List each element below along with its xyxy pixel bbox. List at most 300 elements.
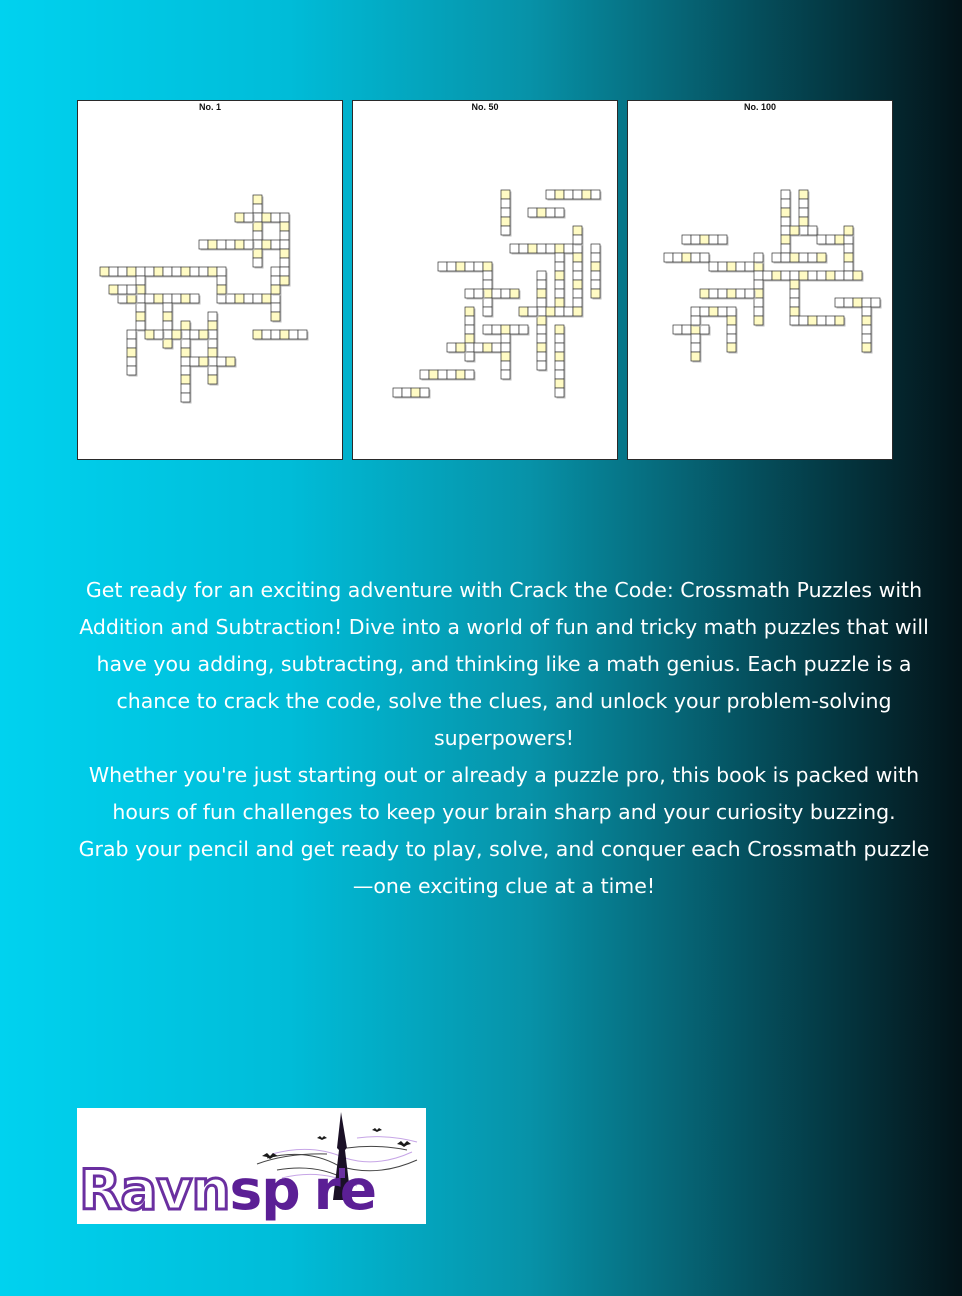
page-title: No. 100 [743,102,776,112]
grid-cell [271,213,280,222]
grid-cell [447,370,456,379]
grid-cell [790,289,799,298]
grid-cell [208,267,217,276]
puzzle-preview-1 [77,100,343,460]
grid-cell [271,276,280,285]
grid-cell [546,244,555,253]
grid-cell [447,262,456,271]
grid-cell [555,244,564,253]
grid-cell [393,388,402,397]
logo-word-part3: re [313,1158,377,1222]
grid-cell [226,357,235,366]
grid-cell [145,294,154,303]
grid-cell [483,271,492,280]
grid-cell [781,271,790,280]
grid-cell [555,190,564,199]
grid-cell [790,253,799,262]
grid-cell [709,262,718,271]
grid-cell [754,307,763,316]
grid-cell [181,294,190,303]
grid-cell [465,262,474,271]
grid-cell [420,370,429,379]
grid-cell [745,262,754,271]
grid-cell [691,253,700,262]
grid-cell [700,307,709,316]
puzzle-preview-50 [352,100,618,460]
grid-cell [591,244,600,253]
grid-cell [465,289,474,298]
grid-cell [253,195,262,204]
grid-cell [483,280,492,289]
grid-cell [537,352,546,361]
grid-cell [199,330,208,339]
grid-cell [208,312,217,321]
grid-cell [190,294,199,303]
grid-cell [474,262,483,271]
grid-cell [537,361,546,370]
grid-cell [781,226,790,235]
grid-cell [564,307,573,316]
grid-cell [510,244,519,253]
grid-cell [555,262,564,271]
grid-cell [501,217,510,226]
grid-cell [411,388,420,397]
grid-cell [591,262,600,271]
grid-cell [208,240,217,249]
grid-cell [519,307,528,316]
grid-cell [799,199,808,208]
description-paragraph-3: Grab your pencil and get ready to play, solve, and conquer each Crossmath puzzle—one exciting clue at a time! [78,837,930,898]
grid-cell [235,294,244,303]
grid-cell [763,271,772,280]
grid-cell [700,253,709,262]
grid-cell [754,316,763,325]
puzzle-preview-100 [627,100,893,460]
grid-cell [280,222,289,231]
grid-cell [682,325,691,334]
grid-cell [564,244,573,253]
grid-cell [555,352,564,361]
grid-cell [826,235,835,244]
grid-cell [546,208,555,217]
grid-cell [555,388,564,397]
grid-cell [555,298,564,307]
grid-cell [217,285,226,294]
grid-cell [772,271,781,280]
grid-cell [727,316,736,325]
grid-cell [483,343,492,352]
grid-cell [573,190,582,199]
grid-cell [501,226,510,235]
grid-cell [781,253,790,262]
grid-cell [465,316,474,325]
grid-cell [754,253,763,262]
grid-cell [564,190,573,199]
grid-cell [163,321,172,330]
grid-cell [682,253,691,262]
grid-cell [492,325,501,334]
grid-cell [555,307,564,316]
grid-cell [438,370,447,379]
grid-cell [591,289,600,298]
grid-cell [799,253,808,262]
grid-cell [573,271,582,280]
grid-cell [862,343,871,352]
crossmath-grid [353,101,618,460]
grid-cell [781,235,790,244]
grid-cell [826,271,835,280]
grid-cell [799,217,808,226]
grid-cell [844,226,853,235]
description-paragraph-2: Whether you're just starting out or already a puzzle pro, this book is packed with hours of fun challenges to keep your brain sharp and your curiosity buzzing. [88,763,920,824]
grid-cell [573,298,582,307]
grid-cell [591,253,600,262]
grid-cell [862,334,871,343]
grid-cell [280,258,289,267]
grid-cell [691,334,700,343]
grid-cell [262,330,271,339]
grid-cell [280,276,289,285]
grid-cell [862,316,871,325]
grid-cell [253,330,262,339]
grid-cell [808,316,817,325]
grid-cell [862,307,871,316]
grid-cell [682,235,691,244]
grid-cell [190,357,199,366]
grid-cell [271,312,280,321]
grid-cell [790,307,799,316]
grid-cell [181,393,190,402]
grid-cell [109,267,118,276]
grid-cell [853,298,862,307]
grid-cell [154,294,163,303]
crossmath-grid [78,101,343,460]
grid-cell [456,343,465,352]
description-paragraph-1: Get ready for an exciting adventure with Crack the Code: Crossmath Puzzles with Addition and Subtraction! Dive into a world of fun and tricky math puzzles that will have you adding, subtracting, and thinking like a math genius. Each puzzle is a chance to crack the code, solve the clues, and unlock your problem-solving superpowers! [79,578,929,750]
grid-cell [262,240,271,249]
grid-cell [244,294,253,303]
grid-cell [853,271,862,280]
grid-cell [799,190,808,199]
grid-cell [727,262,736,271]
grid-cell [501,190,510,199]
grid-cell [163,303,172,312]
grid-cell [456,262,465,271]
grid-cell [555,334,564,343]
grid-cell [253,231,262,240]
book-description [70,572,938,905]
grid-cell [235,240,244,249]
grid-cell [280,213,289,222]
grid-cell [136,276,145,285]
grid-cell [181,321,190,330]
grid-cell [808,226,817,235]
grid-cell [727,343,736,352]
grid-cell [510,289,519,298]
grid-cell [474,289,483,298]
grid-cell [289,330,298,339]
grid-cell [118,267,127,276]
grid-cell [790,226,799,235]
grid-cell [501,289,510,298]
grid-cell [181,384,190,393]
grid-cell [109,285,118,294]
grid-cell [537,334,546,343]
grid-cell [546,307,555,316]
grid-cell [736,262,745,271]
grid-cell [817,253,826,262]
grid-cell [727,307,736,316]
grid-cell [136,321,145,330]
grid-cell [217,267,226,276]
grid-cell [528,307,537,316]
grid-cell [537,244,546,253]
grid-cell [501,343,510,352]
grid-cell [127,366,136,375]
grid-cell [501,199,510,208]
grid-cell [181,267,190,276]
grid-cell [253,204,262,213]
grid-cell [280,249,289,258]
publisher-logo [77,1108,426,1224]
grid-cell [555,325,564,334]
grid-cell [280,330,289,339]
grid-cell [271,330,280,339]
grid-cell [163,294,172,303]
grid-cell [781,190,790,199]
grid-cell [555,370,564,379]
grid-cell [172,294,181,303]
grid-cell [817,271,826,280]
grid-cell [862,298,871,307]
grid-cell [501,352,510,361]
grid-cell [790,316,799,325]
grid-cell [691,352,700,361]
grid-cell [844,244,853,253]
grid-cell [673,325,682,334]
grid-cell [555,343,564,352]
grid-cell [271,267,280,276]
grid-cell [447,343,456,352]
grid-cell [817,316,826,325]
grid-cell [727,334,736,343]
grid-cell [709,307,718,316]
grid-cell [474,343,483,352]
grid-cell [691,307,700,316]
grid-cell [537,280,546,289]
grid-cell [280,240,289,249]
grid-cell [280,231,289,240]
grid-cell [501,370,510,379]
grid-cell [154,330,163,339]
grid-cell [709,235,718,244]
grid-cell [510,325,519,334]
logo-word-part1: Ravn [79,1158,230,1222]
grid-cell [700,235,709,244]
grid-cell [420,388,429,397]
grid-cell [190,330,199,339]
grid-cell [573,289,582,298]
grid-cell [573,262,582,271]
grid-cell [127,339,136,348]
grid-cell [537,343,546,352]
grid-cell [573,226,582,235]
grid-cell [573,307,582,316]
grid-cell [528,244,537,253]
grid-cell [181,366,190,375]
grid-cell [573,280,582,289]
grid-cell [537,325,546,334]
grid-cell [591,280,600,289]
grid-cell [772,253,781,262]
grid-cell [429,370,438,379]
grid-cell [700,289,709,298]
grid-cell [808,271,817,280]
grid-cell [100,267,109,276]
grid-cell [573,235,582,244]
grid-cell [555,208,564,217]
grid-cell [127,357,136,366]
grid-cell [402,388,411,397]
grid-cell [835,316,844,325]
grid-cell [736,289,745,298]
grid-cell [781,217,790,226]
grid-cell [271,240,280,249]
grid-cell [799,271,808,280]
grid-cell [483,262,492,271]
grid-cell [519,244,528,253]
grid-cell [555,253,564,262]
grid-cell [208,375,217,384]
grid-cell [817,235,826,244]
grid-cell [555,271,564,280]
grid-cell [781,244,790,253]
grid-cell [438,262,447,271]
grid-cell [208,321,217,330]
grid-cell [844,271,853,280]
grid-cell [208,348,217,357]
grid-cell [465,370,474,379]
grid-cell [253,294,262,303]
grid-cell [253,258,262,267]
grid-cell [582,190,591,199]
grid-cell [190,267,199,276]
grid-cell [844,262,853,271]
grid-cell [172,267,181,276]
grid-cell [127,267,136,276]
logo-wordmark [79,1160,376,1220]
crossmath-grid [628,101,893,460]
grid-cell [835,235,844,244]
grid-cell [271,285,280,294]
grid-cell [673,253,682,262]
grid-cell [127,330,136,339]
grid-cell [537,271,546,280]
grid-cell [691,235,700,244]
grid-cell [555,280,564,289]
grid-cell [181,357,190,366]
grid-cell [199,357,208,366]
grid-cell [528,208,537,217]
grid-cell [465,307,474,316]
grid-cell [492,289,501,298]
grid-cell [181,348,190,357]
grid-cell [280,267,289,276]
grid-cell [483,325,492,334]
grid-cell [271,303,280,312]
grid-cell [844,298,853,307]
page-title: No. 1 [198,102,221,112]
grid-cell [136,312,145,321]
grid-cell [862,325,871,334]
grid-cell [799,208,808,217]
grid-cell [808,253,817,262]
grid-cell [465,325,474,334]
grid-cell [145,267,154,276]
grid-cell [718,307,727,316]
grid-cell [262,213,271,222]
grid-cell [709,289,718,298]
grid-cell [826,316,835,325]
grid-cell [501,208,510,217]
grid-cell [754,280,763,289]
grid-cell [217,240,226,249]
grid-cell [790,298,799,307]
grid-cell [781,208,790,217]
grid-cell [844,253,853,262]
grid-cell [727,325,736,334]
grid-cell [298,330,307,339]
grid-cell [754,271,763,280]
grid-cell [790,271,799,280]
grid-cell [244,240,253,249]
grid-cell [127,285,136,294]
grid-cell [555,379,564,388]
grid-cell [181,375,190,384]
grid-cell [217,357,226,366]
grid-cell [483,307,492,316]
grid-cell [718,262,727,271]
grid-cell [664,253,673,262]
grid-cell [136,267,145,276]
grid-cell [492,343,501,352]
grid-cell [456,370,465,379]
grid-cell [591,271,600,280]
grid-cell [163,267,172,276]
grid-cell [573,253,582,262]
grid-cell [537,208,546,217]
grid-cell [262,294,271,303]
grid-cell [718,235,727,244]
grid-cell [163,312,172,321]
grid-cell [537,298,546,307]
grid-cell [546,190,555,199]
grid-cell [790,280,799,289]
grid-cell [501,361,510,370]
grid-cell [727,289,736,298]
grid-cell [217,276,226,285]
grid-cell [871,298,880,307]
grid-cell [172,330,181,339]
grid-cell [465,334,474,343]
grid-cell [781,199,790,208]
grid-cell [501,325,510,334]
grid-cell [718,289,727,298]
page-title: No. 50 [471,102,499,112]
grid-cell [691,316,700,325]
grid-cell [555,289,564,298]
grid-cell [127,348,136,357]
